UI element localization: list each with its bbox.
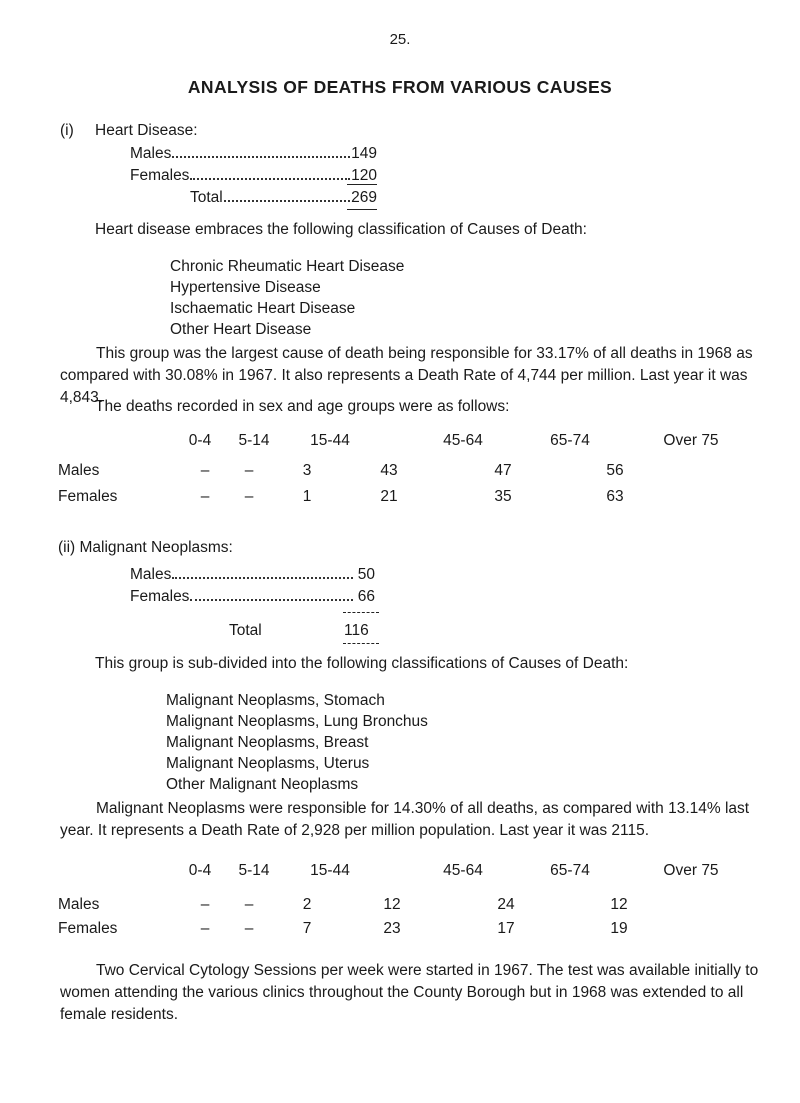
dot-leader bbox=[190, 178, 350, 180]
sum-rule bbox=[343, 612, 379, 613]
table-cell: 1 bbox=[302, 488, 312, 505]
table-cell: 47 bbox=[494, 462, 512, 479]
malignant-females-row bbox=[130, 588, 375, 606]
table-header-row bbox=[58, 862, 778, 882]
list-item: Malignant Neoplasms, Uterus bbox=[166, 755, 370, 772]
malignant-intro: This group is sub-divided into the following classifications of Causes of Death: bbox=[95, 655, 629, 672]
list-item: Other Malignant Neoplasms bbox=[166, 776, 359, 793]
dot-leader bbox=[190, 599, 352, 601]
list-item: Malignant Neoplasms, Lung Bronchus bbox=[166, 713, 428, 730]
table-cell: – bbox=[200, 896, 210, 913]
row-label: Males bbox=[58, 462, 100, 479]
column-header: 15-44 bbox=[310, 432, 350, 449]
list-item: Other Heart Disease bbox=[170, 321, 312, 338]
table-cell: 12 bbox=[610, 896, 628, 913]
total-rule bbox=[343, 643, 379, 644]
heart-section-number: (i) bbox=[60, 122, 74, 139]
heart-males-row bbox=[130, 145, 377, 163]
list-item: Chronic Rheumatic Heart Disease bbox=[170, 258, 405, 275]
heart-total-row bbox=[190, 189, 377, 207]
table-cell: 63 bbox=[606, 488, 624, 505]
malignant-total-label: Total bbox=[229, 622, 262, 639]
table-header-row bbox=[58, 432, 778, 452]
heart-total-value: 269 bbox=[351, 189, 377, 206]
column-header: 65-74 bbox=[550, 862, 590, 879]
heart-paragraph-text: This group was the largest cause of death being responsible for 33.17% of all deaths in 1968 as compared with 30.08% in 1967. It also represents a Death Rate of 4,744 per million. Last year it was 4,843. bbox=[60, 345, 753, 406]
malignant-females-value: 66 bbox=[357, 588, 375, 605]
page-number: 25. bbox=[389, 31, 411, 48]
cytology-paragraph bbox=[60, 960, 772, 1026]
row-label: Females bbox=[58, 488, 118, 505]
table-row bbox=[58, 462, 778, 482]
table-cell: 56 bbox=[606, 462, 624, 479]
heart-table-intro: The deaths recorded in sex and age groups were as follows: bbox=[95, 398, 510, 415]
table-cell: 17 bbox=[497, 920, 515, 937]
column-header: 45-64 bbox=[443, 862, 483, 879]
row-label: Females bbox=[58, 920, 118, 937]
row-label: Males bbox=[58, 896, 100, 913]
table-cell: 23 bbox=[383, 920, 401, 937]
heart-females-label: Females bbox=[130, 167, 190, 184]
dot-leader bbox=[224, 200, 350, 202]
list-item: Malignant Neoplasms, Breast bbox=[166, 734, 369, 751]
table-cell: – bbox=[200, 488, 210, 505]
malignant-total-value: 116 bbox=[344, 622, 369, 639]
table-row bbox=[58, 920, 778, 940]
heart-causes-list bbox=[170, 256, 404, 340]
column-header: Over 75 bbox=[663, 862, 719, 879]
dot-leader bbox=[172, 577, 352, 579]
table-cell: 19 bbox=[610, 920, 628, 937]
list-item: Ischaematic Heart Disease bbox=[170, 300, 356, 317]
table-row bbox=[58, 896, 778, 916]
table-cell: 12 bbox=[383, 896, 401, 913]
malignant-males-value: 50 bbox=[357, 566, 375, 583]
heart-section-heading: Heart Disease: bbox=[95, 122, 198, 139]
column-header: Over 75 bbox=[663, 432, 719, 449]
malignant-males-label: Males bbox=[130, 566, 172, 583]
heart-females-row bbox=[130, 167, 377, 185]
heart-age-table bbox=[58, 432, 778, 512]
table-cell: 3 bbox=[302, 462, 312, 479]
malignant-paragraph bbox=[60, 798, 772, 842]
heart-males-label: Males bbox=[130, 145, 172, 162]
sum-rule bbox=[347, 184, 377, 185]
table-cell: 2 bbox=[302, 896, 312, 913]
table-cell: – bbox=[244, 896, 254, 913]
table-cell: – bbox=[244, 462, 254, 479]
column-header: 15-44 bbox=[310, 862, 350, 879]
table-cell: 24 bbox=[497, 896, 515, 913]
table-cell: 7 bbox=[302, 920, 312, 937]
table-cell: – bbox=[200, 462, 210, 479]
malignant-males-row bbox=[130, 566, 375, 584]
table-cell: – bbox=[200, 920, 210, 937]
table-cell: 21 bbox=[380, 488, 398, 505]
malignant-age-table bbox=[58, 862, 778, 942]
column-header: 5-14 bbox=[238, 862, 270, 879]
heart-females-value: 120 bbox=[351, 167, 377, 184]
heart-males-value: 149 bbox=[351, 145, 377, 162]
heart-total-label: Total bbox=[190, 189, 223, 206]
list-item: Hypertensive Disease bbox=[170, 279, 321, 296]
cytology-paragraph-text: Two Cervical Cytology Sessions per week were started in 1967. The test was available initially to women attending the various clinics throughout the County Borough but in 1968 was extended to all female residents. bbox=[60, 962, 759, 1023]
table-cell: 35 bbox=[494, 488, 512, 505]
column-header: 5-14 bbox=[238, 432, 270, 449]
column-header: 0-4 bbox=[188, 432, 212, 449]
column-header: 65-74 bbox=[550, 432, 590, 449]
malignant-causes-list bbox=[166, 690, 428, 795]
malignant-section-heading: (ii) Malignant Neoplasms: bbox=[58, 539, 233, 556]
dot-leader bbox=[172, 156, 350, 158]
malignant-paragraph-text: Malignant Neoplasms were responsible for 14.30% of all deaths, as compared with 13.14% last year. It represents a Death Rate of 2,928 per million population. Last year it was 2115. bbox=[60, 800, 750, 839]
table-row bbox=[58, 488, 778, 508]
page-title: ANALYSIS OF DEATHS FROM VARIOUS CAUSES bbox=[187, 77, 613, 97]
column-header: 45-64 bbox=[443, 432, 483, 449]
heart-intro: Heart disease embraces the following classification of Causes of Death: bbox=[95, 221, 587, 238]
table-cell: – bbox=[244, 488, 254, 505]
total-rule bbox=[347, 209, 377, 210]
malignant-females-label: Females bbox=[130, 588, 190, 605]
table-cell: 43 bbox=[380, 462, 398, 479]
column-header: 0-4 bbox=[188, 862, 212, 879]
table-cell: – bbox=[244, 920, 254, 937]
list-item: Malignant Neoplasms, Stomach bbox=[166, 692, 385, 709]
